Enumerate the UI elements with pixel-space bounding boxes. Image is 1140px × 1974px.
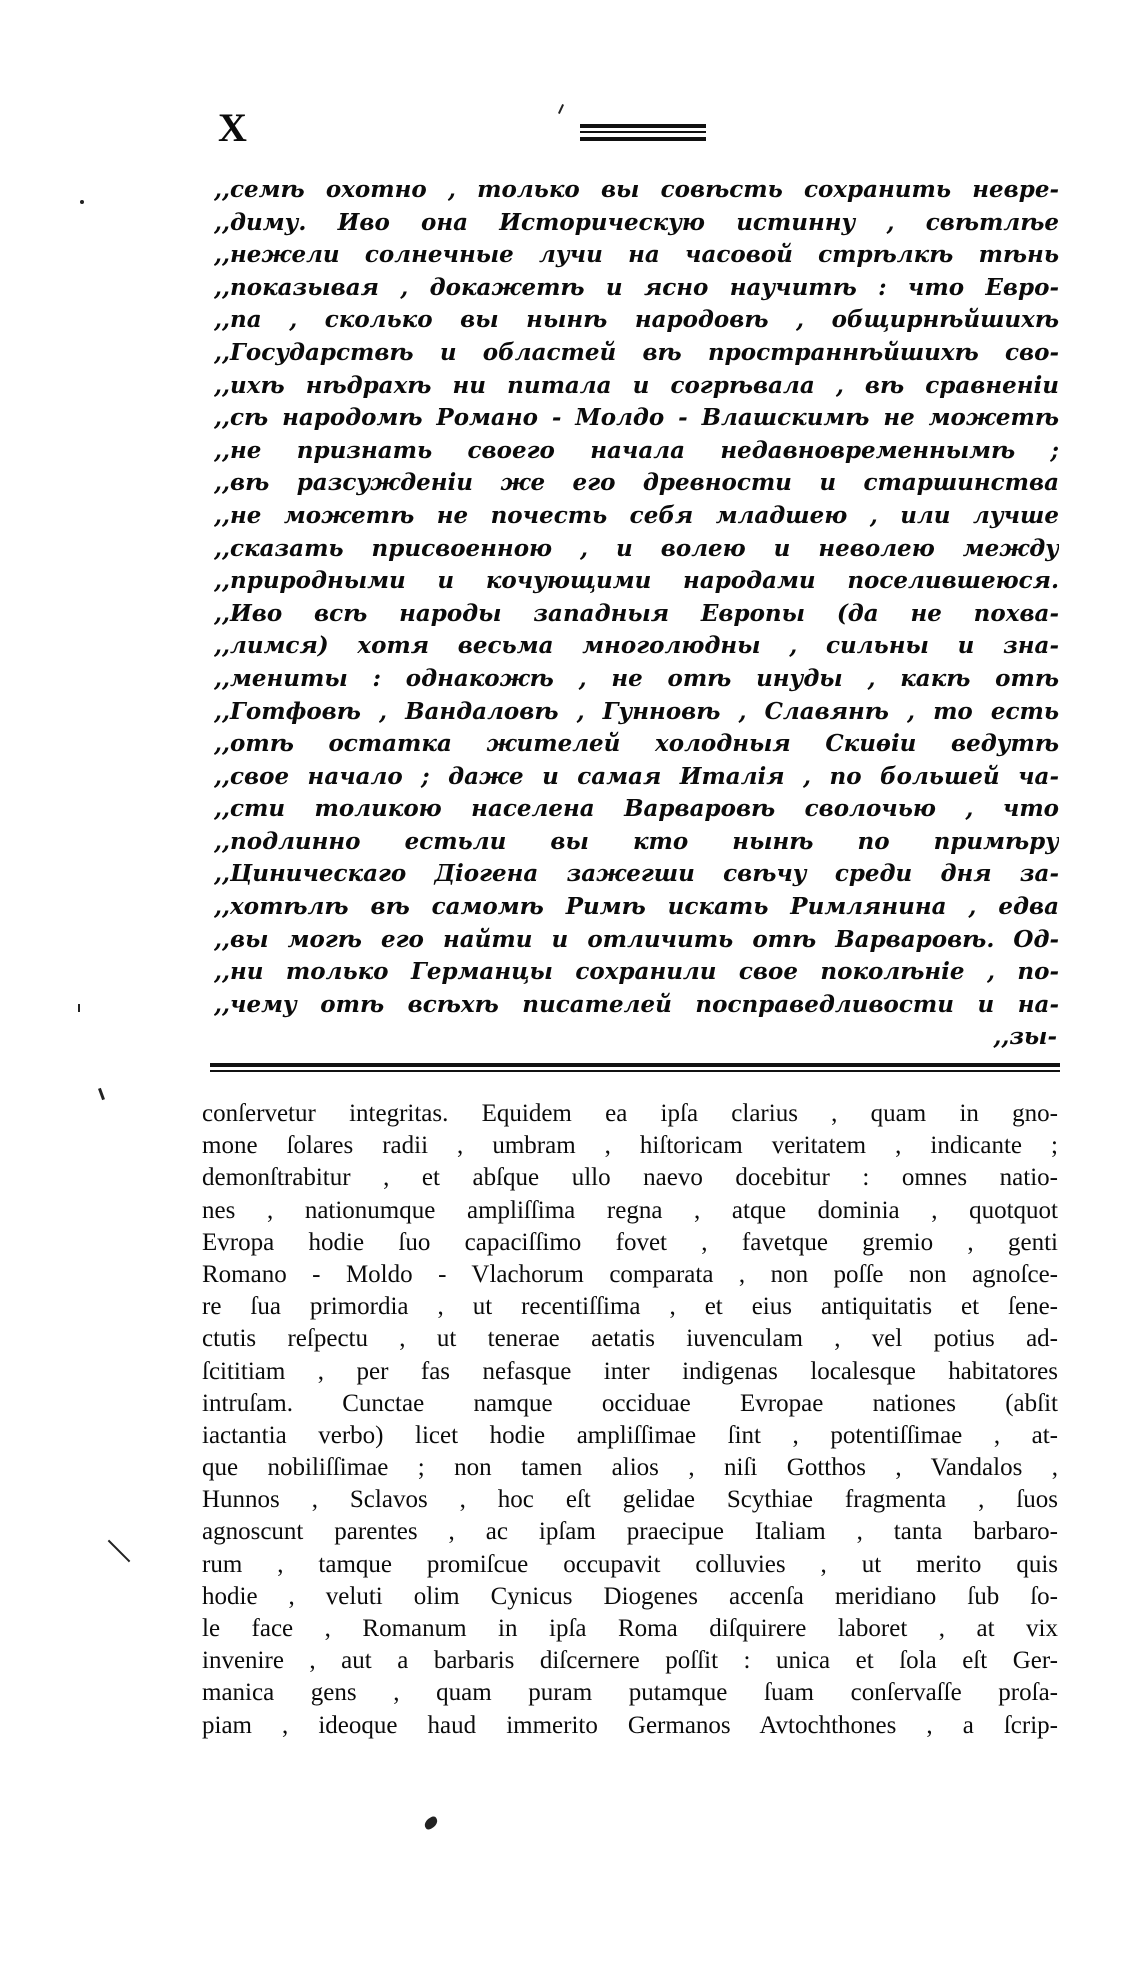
latin-text-line: mone ſolares radii , umbram , hiſtoricam veritatem , indicante ; [202,1132,1058,1160]
russian-text-line: ,,Иво всѣ народы западныя Европы (да не похва- [214,599,1059,627]
russian-text-line: ,,мениты : однакожѣ , не отѣ инуды , какѣ отѣ [214,664,1059,692]
latin-text-line: Evropa hodie ſuo capaciſſimo fovet , favetque gremio , genti [202,1228,1058,1256]
russian-text-line: ,,природными и кочующими народами поселившеюся. [214,567,1059,595]
catchword: ,,зы- [993,1023,1057,1051]
latin-text-line: que nobiliſſimae ; non tamen alios , niſi Gotthos , Vandalos , [202,1454,1058,1482]
latin-text-line: ctutis reſpectu , ut tenerae aetatis iuvenculam , vel potius ad- [202,1325,1058,1353]
latin-text-line: iactantia verbo) licet hodie ampliſſimae ſint , potentiſſimae , at- [202,1421,1058,1449]
russian-text-line: ,,вы могѣ его найти и отличить отѣ Варваровѣ. Од- [214,925,1059,953]
russian-text-line: ,,па , сколько вы нынѣ народовѣ , общирнѣйшихѣ [214,306,1059,334]
section-divider-line [210,1070,1060,1072]
scan-speck [78,1004,80,1012]
scan-speck [558,104,564,114]
latin-text-line: conſervetur integritas. Equidem ea ipſa clarius , quam in gno- [202,1100,1058,1127]
page-number: X [218,105,248,150]
russian-text-line: ,,ихѣ нѣдрахѣ ни питала и согрѣвала , вѣ сравненіи [214,371,1059,399]
russian-text-line: ,,чему отѣ всѣхѣ писателей посправедливости и на- [214,990,1059,1018]
russian-text-line: ,,семѣ охотно , только вы совѣсть сохранить невре- [214,176,1059,203]
russian-text-line: ,,Циническаго Діогена зажегши свѣчу среди дня за- [214,860,1059,888]
latin-text-line: rum , tamque promiſcue occupavit colluvies , ut merito quis [202,1550,1058,1578]
latin-text-line: agnoscunt parentes , ac ipſam praecipue Italiam , tanta barbaro- [202,1518,1058,1546]
russian-text-line: ,,отѣ остатка жителей холодныя Скиѳіи ведутѣ [214,730,1059,758]
latin-text-line: piam , ideoque haud immerito Germanos Avtochthones , a ſcrip- [202,1711,1058,1739]
scan-speck [80,200,84,204]
russian-text-line: ,,не можетѣ не почесть себя младшею , или лучше [214,501,1059,529]
latin-text-block [202,1098,1058,1742]
header-rule-line [580,137,706,141]
scan-speck [422,1815,439,1831]
latin-text-line: demonſtrabitur , et abſque ullo naevo docebitur : omnes natio- [202,1164,1058,1192]
latin-text-line: le face , Romanum in ipſa Roma diſquirere laboret , at vix [202,1615,1058,1642]
russian-text-line: ,,хотѣлѣ вѣ самомѣ Римѣ искать Римлянина , едва [214,893,1059,921]
russian-text-line: ,,ни только Германцы сохранили свое поколѣніе , по- [214,958,1059,986]
latin-text-line: ſcititiam , per fas nefasque inter indigenas localesque habitatores [202,1357,1058,1385]
russian-text-line: ,,вѣ разсужденіи же его древности и старшинства [214,469,1059,497]
russian-text-line: ,,сказать присвоенною , и волею и неволею между [214,534,1059,562]
latin-text-line: invenire , aut a barbaris diſcernere poſſit : unica et ſola eſt Ger- [202,1647,1058,1675]
latin-text-line: hodie , veluti olim Cynicus Diogenes accenſa meridiano ſub ſo- [202,1582,1058,1610]
latin-text-line: nes , nationumque ampliſſima regna , atque dominia , quotquot [202,1196,1058,1224]
russian-text-line: ,,сѣ народомѣ Романо - Молдо - Влашскимѣ не можетѣ [214,404,1059,432]
russian-text-line: ,,диму. Иво она Историческую истинну , свѣтлѣе [214,208,1059,236]
scan-speck [98,1088,105,1100]
latin-text-line: Hunnos , Sclavos , hoc eſt gelidae Scythiae fragmenta , ſuos [202,1486,1058,1514]
latin-text-line: re ſua primordia , ut recentiſſima , et eius antiquitatis et ſene- [202,1293,1058,1321]
russian-text-line: ,,подлинно естьли вы кто нынѣ по примѣру [214,827,1059,855]
header-rule-line [580,124,706,128]
latin-text-line: manica gens , quam puram putamque ſuam conſervaſſe proſa- [202,1679,1058,1707]
russian-text-line: ,,свое начало ; даже и самая Италія , по большей ча- [214,762,1059,790]
russian-text-line: ,,Государствѣ и областей вѣ пространнѣйшихѣ сво- [214,338,1059,366]
russian-text-line: ,,показывая , докажетѣ и ясно научитѣ : что Евро- [214,273,1059,301]
section-divider-line [210,1063,1060,1067]
scan-speck [108,1540,131,1563]
latin-text-line: Romano - Moldo - Vlachorum comparata , non poſſe non agnoſce- [202,1260,1058,1288]
russian-text-line: ,,сти толикою населена Варваровѣ сволочью , что [214,795,1059,823]
russian-text-line: ,,нежели солнечные лучи на часовой стрѣлкѣ тѣнь [214,241,1059,269]
header-rule-line [580,131,706,133]
russian-text-line: ,,Готфовѣ , Вандаловѣ , Гунновѣ , Славянѣ , то есть [214,697,1059,725]
latin-text-line: intruſam. Cunctae namque occiduae Evropae nationes (abſit [202,1389,1058,1417]
russian-text-block [214,174,1059,1054]
russian-text-line: ,,не признать своего начала недавновременнымѣ ; [214,436,1059,464]
russian-text-line: ,,лимся) хотя весьма многолюдны , сильны и зна- [214,632,1059,660]
